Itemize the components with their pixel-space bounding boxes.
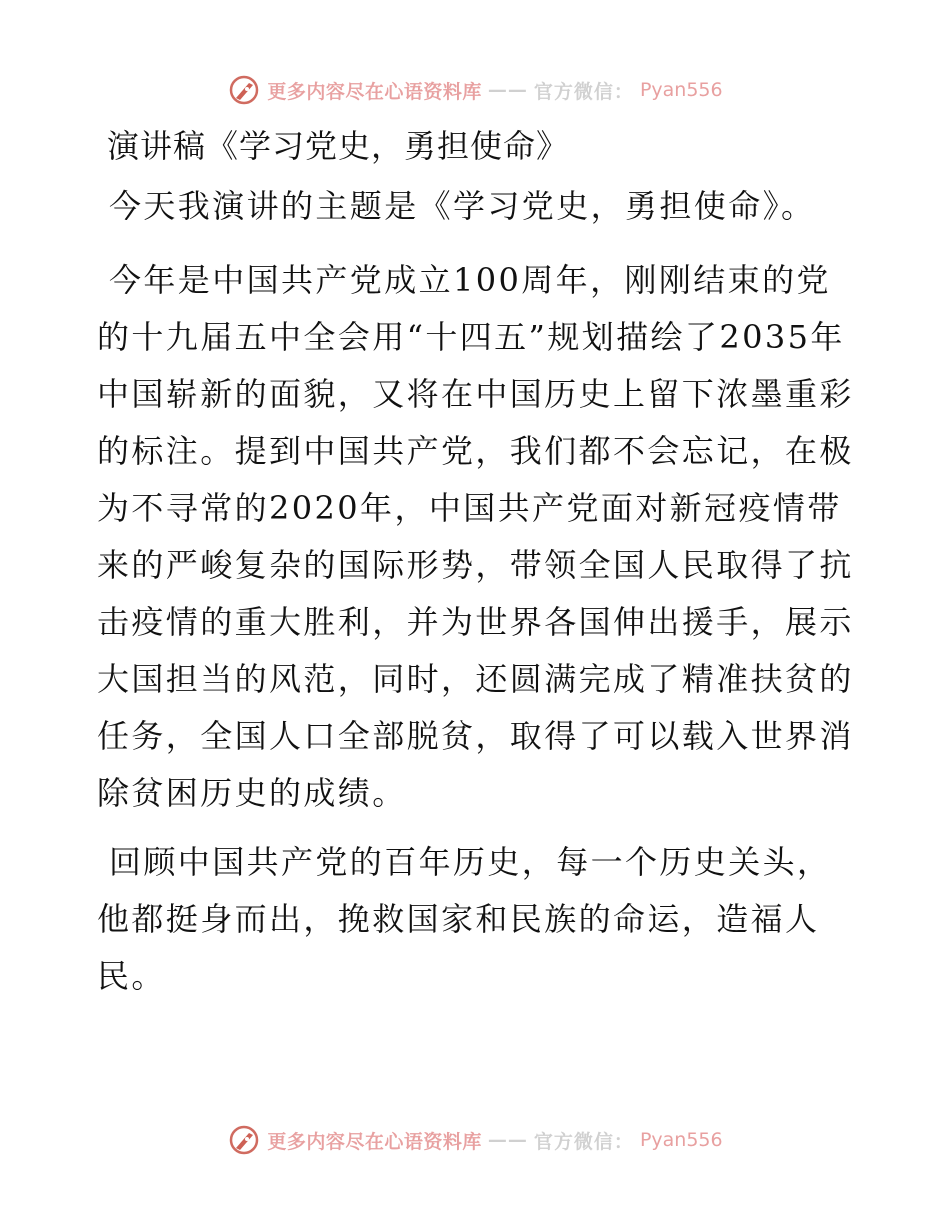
banner-wechat-label: 官方微信： — [533, 1130, 634, 1153]
banner-wechat-id: Pyan556 — [639, 1129, 723, 1151]
paragraph-2: 今年是中国共产党成立100周年，刚刚结束的党的十九届五中全会用“十四五”规划描绘了2035年中国崭新的面貌，又将在中国历史上留下浓墨重彩的标注。提到中国共产党，我们都不会忘记，在极为不寻常的2020年，中国共产党面对新冠疫情带来的严峻复杂的国际形势，带领全国人民取得了抗击疫情的重大胜利，并为世界各国伸出援手，展示大国担当的风范，同时，还圆满完成了精准扶贫的任务，全国人口全部脱贫，取得了可以载入世界消除贫困历史的成绩。 — [97, 261, 854, 812]
pen-logo-icon — [227, 1123, 261, 1157]
footer-watermark-banner — [0, 1120, 950, 1160]
document-title: 演讲稿《学习党史，勇担使命》 — [107, 127, 570, 165]
banner-slogan: 更多内容尽在心语资料库 — [267, 1130, 482, 1153]
banner-wechat-id: Pyan556 — [639, 79, 723, 101]
banner-dash: —— — [487, 79, 528, 101]
header-watermark-banner — [0, 70, 950, 110]
banner-wechat-label: 官方微信： — [533, 80, 634, 103]
paragraph-3: 回顾中国共产党的百年历史，每一个历史关头，他都挺身而出，挽救国家和民族的命运，造福人民。 — [97, 843, 832, 995]
document-body — [97, 120, 857, 1017]
banner-slogan: 更多内容尽在心语资料库 — [267, 80, 482, 103]
banner-dash: —— — [487, 1129, 528, 1151]
paragraph-1: 今天我演讲的主题是《学习党史，勇担使命》。 — [109, 187, 816, 225]
pen-logo-icon — [227, 73, 261, 107]
